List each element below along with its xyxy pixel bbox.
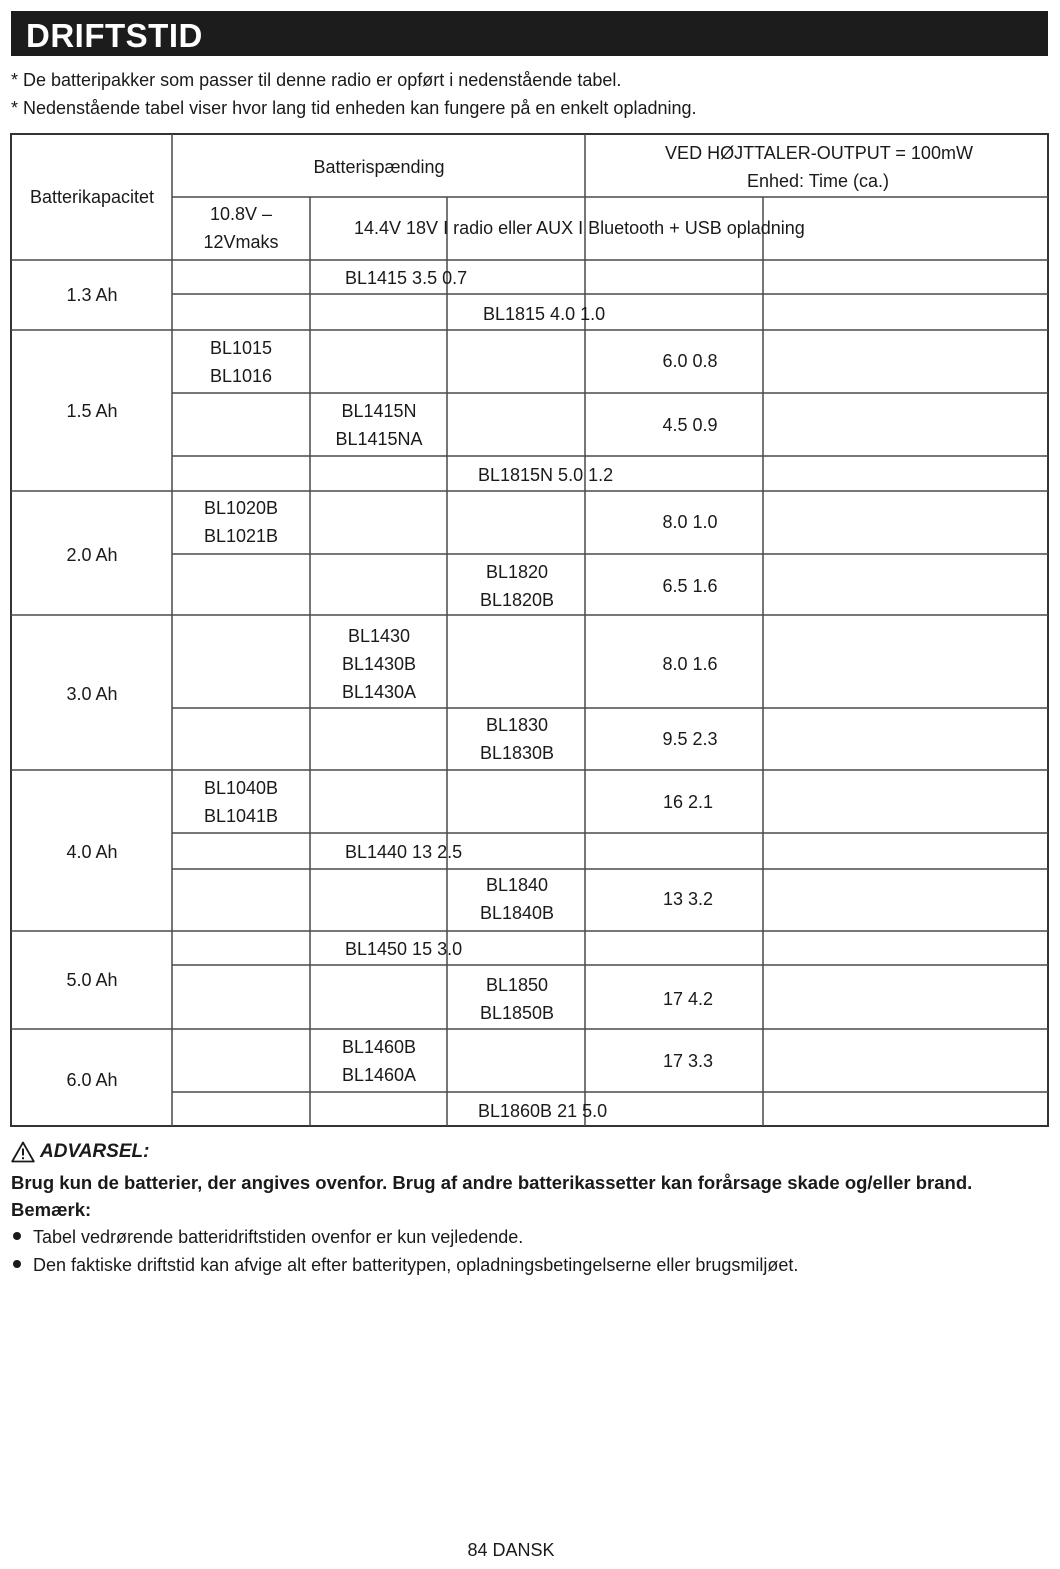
model-cell: BL1430 BL1430B BL1430A <box>341 626 417 702</box>
model-cell: BL1830 BL1830B <box>479 715 555 763</box>
intro-line-2: * Nedenstående tabel viser hvor lang tid enheden kan fungere på en enkelt opladning. <box>11 98 697 118</box>
intro-line-1: * De batteripakker som passer til denne radio er opført i nedenstående tabel. <box>11 70 622 90</box>
model-cell: BL1820 BL1820B <box>479 562 555 610</box>
bullet-dot-icon <box>13 1260 21 1268</box>
header-voltage-10v-line2: 12Vmaks <box>203 232 279 252</box>
merged-row-text: BL1815 4.0 1.0 <box>483 304 606 324</box>
header-voltage-10v-line1: 10.8V – <box>209 204 273 224</box>
time-cell: 8.0 1.6 <box>662 654 718 674</box>
warning-text: Brug kun de batterier, der angives ovenfor. Brug af andre batterikassetter kan forårsage skade og/eller brand. <box>11 1172 973 1193</box>
merged-row-text: BL1450 15 3.0 <box>345 939 463 959</box>
time-cell: 6.5 1.6 <box>662 576 718 596</box>
header-capacity: Batterikapacitet <box>29 187 155 207</box>
header-output-line1: VED HØJTTALER-OUTPUT = 100mW <box>665 143 973 163</box>
title-bar <box>11 11 1048 56</box>
note-label: Bemærk: <box>11 1199 92 1220</box>
model-cell: BL1415N BL1415NA <box>335 401 423 449</box>
header-output-line2: Enhed: Time (ca.) <box>746 171 890 191</box>
model-cell: BL1850 BL1850B <box>479 975 555 1023</box>
time-cell: 9.5 2.3 <box>662 729 718 749</box>
time-cell: 13 3.2 <box>662 889 714 909</box>
model-cell: BL1020B BL1021B <box>203 498 279 546</box>
model-cell: BL1840 BL1840B <box>479 875 555 923</box>
model-cell: BL1040B BL1041B <box>203 778 279 826</box>
merged-row-text: BL1860B 21 5.0 <box>478 1101 608 1121</box>
capacity-cell: 5.0 Ah <box>66 970 118 990</box>
time-cell: 16 2.1 <box>662 792 714 812</box>
page-footer: 84 DANSK <box>467 1540 555 1560</box>
note-bullet: Tabel vedrørende batteridriftstiden ovenfor er kun vejledende. <box>13 1227 523 1248</box>
capacity-cell: 1.5 Ah <box>66 401 118 421</box>
capacity-cell: 1.3 Ah <box>66 285 118 305</box>
note-bullet: Den faktiske driftstid kan afvige alt efter batteritypen, opladningsbetingelserne eller brugsmiljøet. <box>13 1255 798 1276</box>
bullet-dot-icon <box>13 1232 21 1240</box>
capacity-cell: 4.0 Ah <box>66 842 118 862</box>
time-cell: 17 4.2 <box>662 989 714 1009</box>
capacity-cell: 2.0 Ah <box>66 545 118 565</box>
warning-heading <box>11 1141 149 1163</box>
warning-triangle-icon <box>11 1141 35 1163</box>
time-cell: 4.5 0.9 <box>662 415 718 435</box>
capacity-cell: 3.0 Ah <box>66 684 118 704</box>
warning-heading-text: ADVARSEL: <box>40 1141 150 1162</box>
time-cell: 8.0 1.0 <box>662 512 718 532</box>
time-cell: 17 3.3 <box>662 1051 714 1071</box>
merged-row-text: BL1815N 5.0 1.2 <box>478 465 614 485</box>
capacity-cell: 6.0 Ah <box>66 1070 118 1090</box>
merged-row-text: BL1440 13 2.5 <box>345 842 463 862</box>
model-cell: BL1460B BL1460A <box>341 1037 417 1085</box>
header-voltage: Batterispænding <box>313 157 445 177</box>
merged-row-text: BL1415 3.5 0.7 <box>345 268 468 288</box>
header-subcolumns: 14.4V 18V I radio eller AUX I Bluetooth + USB opladning <box>354 218 805 238</box>
page-title: DRIFTSTID <box>26 17 203 54</box>
time-cell: 6.0 0.8 <box>662 351 718 371</box>
model-cell: BL1015 BL1016 <box>209 338 273 386</box>
